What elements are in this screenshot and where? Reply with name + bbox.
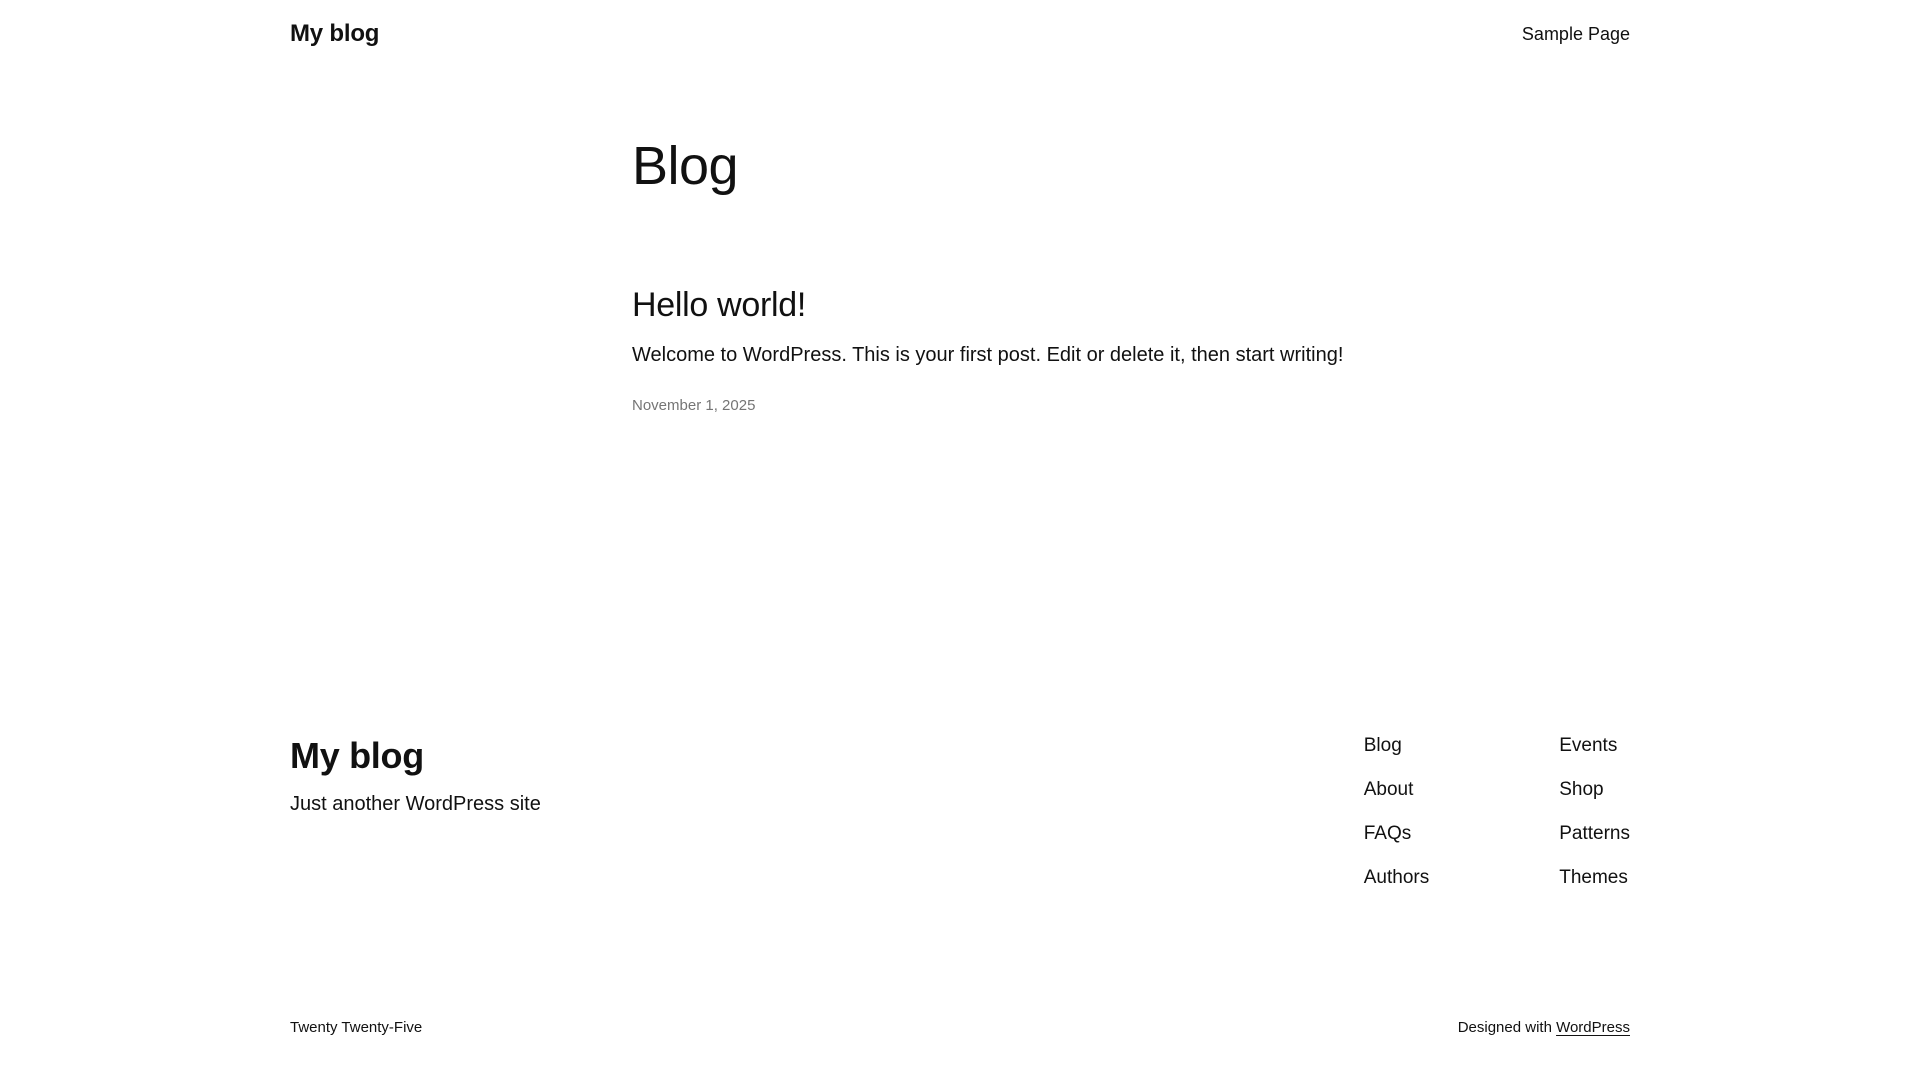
footer-nav-column-1 xyxy=(1364,736,1429,888)
footer-main xyxy=(290,734,1630,888)
footer-link-authors[interactable]: Authors xyxy=(1363,867,1430,888)
footer-link-events[interactable]: Events xyxy=(1559,735,1618,756)
footer-site-title: My blog xyxy=(290,735,424,776)
footer-link-blog[interactable]: Blog xyxy=(1363,735,1402,756)
footer-nav-item xyxy=(1364,736,1429,756)
footer-bottom-bar xyxy=(290,1018,1630,1080)
site-footer xyxy=(290,734,1630,1080)
footer-nav-item xyxy=(1559,824,1630,844)
post-date: November 1, 2025 xyxy=(632,396,756,414)
main-content xyxy=(290,48,1630,414)
footer-nav-item xyxy=(1559,780,1630,800)
page-title: Blog xyxy=(632,136,739,196)
header-nav xyxy=(1522,24,1630,45)
nav-item-sample-page[interactable]: Sample Page xyxy=(1521,23,1630,44)
footer-link-themes[interactable]: Themes xyxy=(1559,867,1628,888)
footer-nav-item xyxy=(1364,868,1429,888)
footer-nav-item xyxy=(1364,780,1429,800)
footer-credit xyxy=(1458,1018,1630,1038)
wordpress-link[interactable]: WordPress xyxy=(1556,1019,1630,1036)
footer-tagline: Just another WordPress site xyxy=(290,793,541,816)
designed-with-text: Designed with xyxy=(1457,1019,1552,1036)
site-header xyxy=(290,0,1630,48)
post-title-link[interactable]: Hello world! xyxy=(632,285,807,324)
footer-site-info xyxy=(290,734,541,816)
footer-link-faqs[interactable]: FAQs xyxy=(1363,823,1412,844)
post-item xyxy=(632,285,1452,414)
post-excerpt: Welcome to WordPress. This is your first post. Edit or delete it, then start writing! xyxy=(632,343,1344,366)
footer-nav-item xyxy=(1364,824,1429,844)
footer-nav xyxy=(1364,734,1630,888)
footer-link-patterns[interactable]: Patterns xyxy=(1559,823,1630,844)
footer-nav-item xyxy=(1559,736,1630,756)
theme-name-link[interactable]: Twenty Twenty-Five xyxy=(290,1019,423,1036)
header-site-title[interactable]: My blog xyxy=(290,20,380,47)
footer-nav-item xyxy=(1559,868,1630,888)
content-column xyxy=(632,134,1452,414)
footer-link-shop[interactable]: Shop xyxy=(1559,779,1604,800)
footer-link-about[interactable]: About xyxy=(1363,779,1414,800)
post-title xyxy=(632,285,1452,326)
footer-nav-column-2 xyxy=(1559,736,1630,888)
